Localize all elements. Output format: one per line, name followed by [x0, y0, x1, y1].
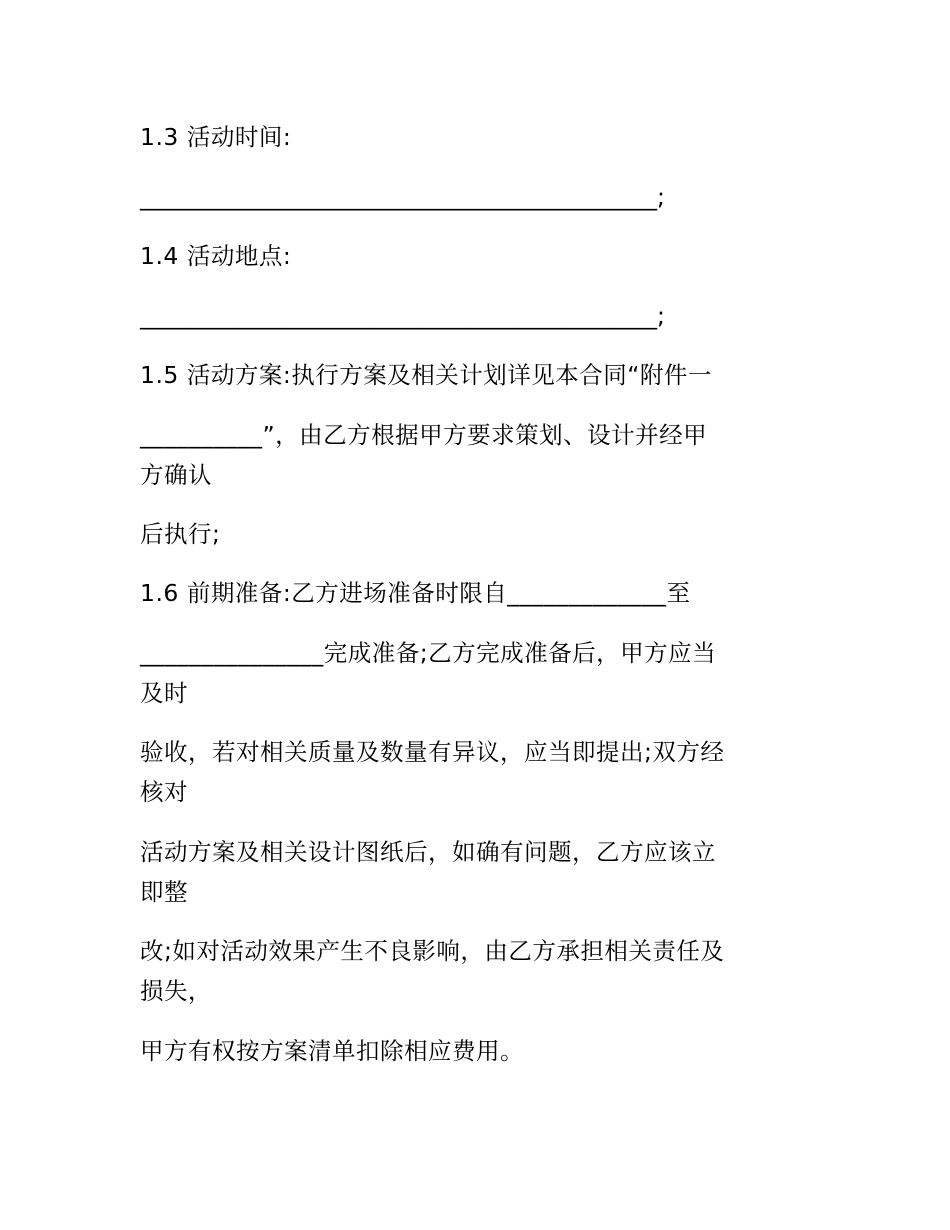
activity-time-blank: ____________________________________________;	[140, 183, 665, 211]
section-1-5-line-1: 1.5 活动方案:执行方案及相关计划详见本合同“附件一	[140, 361, 712, 389]
section-1-6-line-10: 甲方有权按方案清单扣除相应费用。	[140, 1037, 524, 1065]
section-1-3-heading: 1.3 活动时间:	[140, 123, 292, 151]
section-1-6-line-8: 改;如对活动效果产生不良影响，由乙方承担相关责任及	[140, 937, 725, 965]
section-1-6-line-7: 即整	[140, 878, 188, 906]
section-1-6-line-5: 核对	[140, 778, 188, 806]
section-1-6-line-2: _______________完成准备;乙方完成准备后，甲方应当	[140, 639, 717, 667]
section-1-6-line-4: 验收，若对相关质量及数量有异议，应当即提出;双方经	[140, 738, 725, 766]
section-1-6-line-3: 及时	[140, 679, 188, 707]
section-1-6-line-1: 1.6 前期准备:乙方进场准备时限自_____________至	[140, 579, 691, 607]
section-1-6-line-6: 活动方案及相关设计图纸后，如确有问题，乙方应该立	[140, 838, 716, 866]
section-1-6-line-9: 损失，	[140, 977, 212, 1005]
activity-location-blank: ____________________________________________;	[140, 302, 665, 330]
section-1-5-line-3: 方确认	[140, 461, 212, 489]
section-1-4-heading: 1.4 活动地点:	[140, 242, 292, 270]
section-1-5-line-2: __________”，由乙方根据甲方要求策划、设计并经甲	[140, 421, 708, 449]
section-1-5-line-4: 后执行;	[140, 520, 221, 548]
